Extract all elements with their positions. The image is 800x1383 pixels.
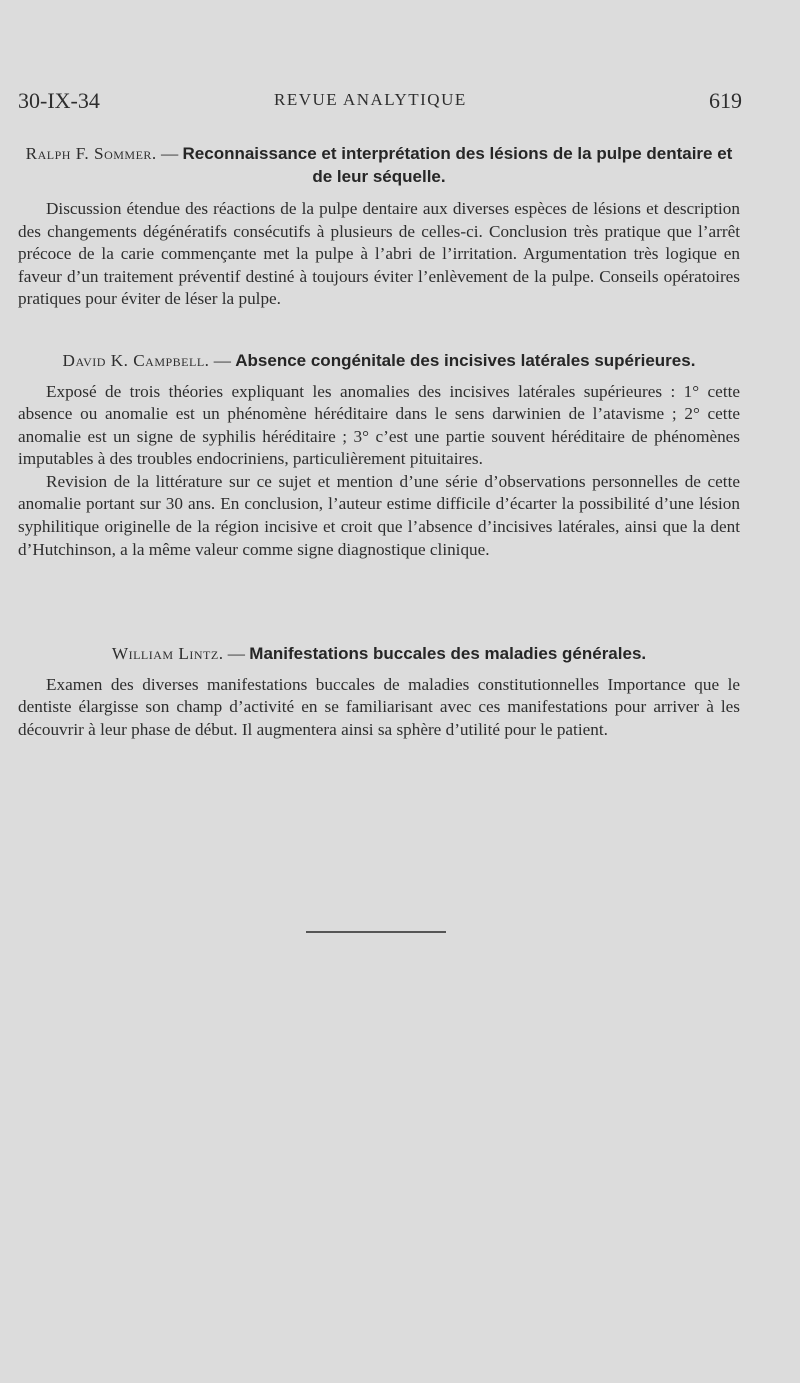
article-sommer bbox=[18, 143, 740, 311]
article-author: David K. Campbell. bbox=[62, 351, 210, 370]
article-author: Ralph F. Sommer. bbox=[25, 144, 157, 163]
article-campbell bbox=[18, 350, 740, 561]
article-title: Reconnaissance et interprétation des lésions de la pulpe dentaire et de leur séquelle. bbox=[182, 144, 733, 186]
header-journal-title: REVUE ANALYTIQUE bbox=[274, 90, 467, 109]
article-paragraph: Exposé de trois théories expliquant les anomalies des incisives latérales supérieures : 1° cette absence ou anomalie est un phénomène héréditaire dans le sens darwinien de l’atavisme ; 2° cette anomalie est un signe de syphilis héréditaire ; 3° c’est une partie souvent héréditaire de phénomènes imputables à des troubles endocriniens, particulièrement pituitaires. bbox=[18, 381, 740, 469]
heading-dash: — bbox=[227, 644, 245, 663]
article-author: William Lintz. bbox=[111, 644, 224, 663]
article-title: Manifestations buccales des maladies générales. bbox=[249, 644, 647, 663]
article-title: Absence congénitale des incisives latérales supérieures. bbox=[235, 351, 696, 370]
article-paragraph: Examen des diverses manifestations buccales de maladies constitutionnelles Importance que le dentiste élargisse son champ d’activité en se familiarisant avec ces manifestations pour arriver à les découvrir à leur phase de début. Il augmentera ainsi sa sphère d’utilité pour le patient. bbox=[18, 674, 740, 739]
article-paragraph: Discussion étendue des réactions de la pulpe dentaire aux diverses espèces de lésions et description des changements dégénératifs consécutifs à plusieurs de celles-ci. Conclusion très pratique que l’arrêt précoce de la carie commençante met la pulpe à l’abri de l’irritation. Argumentation très logique en faveur d’un traitement préventif destiné à toujours éviter l’enlèvement de la pulpe. Conseils opératoires pratiques pour éviter de léser la pulpe. bbox=[18, 199, 740, 309]
article-paragraph: Revision de la littérature sur ce sujet et mention d’une série d’observations personnelles de cette anomalie portant sur 30 ans. En conclusion, l’auteur estime difficile d’écarter la possibilité d’une lésion syphilitique originelle de la région incisive et croit que l’absence d’incisives latérales, ainsi que la dent d’Hutchinson, a la même valeur comme signe diagnostique clinique. bbox=[18, 471, 740, 559]
page-number: 619 bbox=[709, 88, 742, 113]
header-date: 30-IX-34 bbox=[18, 88, 100, 113]
heading-dash: — bbox=[161, 144, 179, 163]
heading-dash: — bbox=[213, 351, 231, 370]
end-rule bbox=[306, 931, 446, 933]
article-heading bbox=[18, 643, 740, 666]
article-heading bbox=[18, 350, 740, 373]
running-header bbox=[18, 88, 742, 124]
article-lintz bbox=[18, 643, 740, 741]
article-heading bbox=[18, 143, 740, 188]
